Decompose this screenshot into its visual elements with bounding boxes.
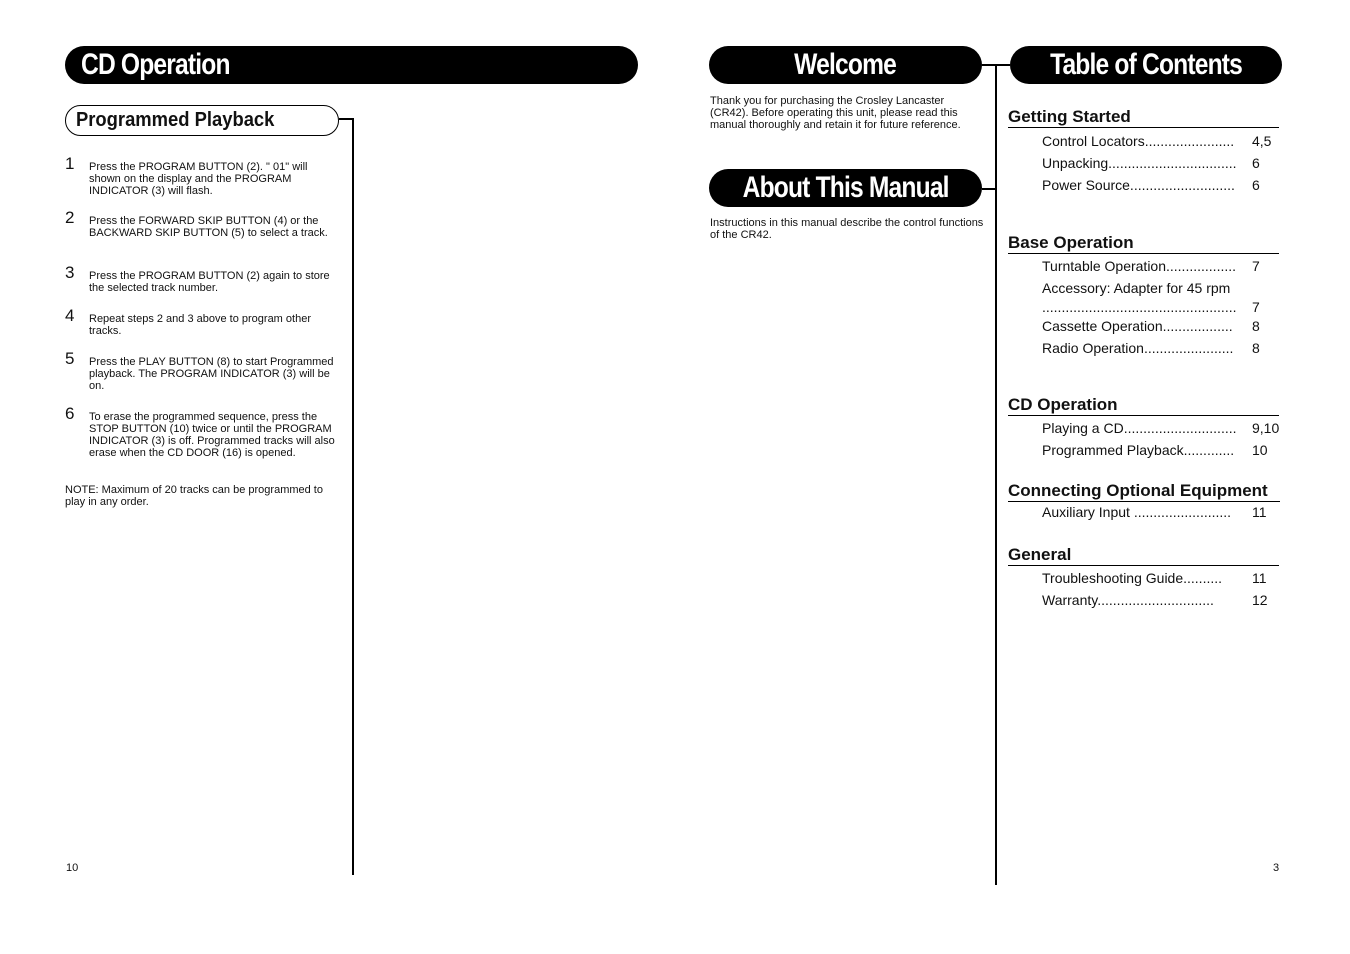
cd-operation-banner	[65, 46, 638, 84]
step-4	[65, 306, 340, 337]
step-number: 1	[65, 154, 75, 173]
toc-entry[interactable]	[1042, 132, 1272, 150]
toc-entry[interactable]	[1042, 176, 1260, 194]
step-number: 2	[65, 208, 75, 227]
toc-entry-label: Warranty..............................	[1042, 592, 1214, 608]
toc-section-base-operation: Base Operation	[1008, 233, 1279, 254]
step-text: Press the PLAY BUTTON (8) to start Programmed playback. The PROGRAM INDICATOR (3) will be on.	[89, 356, 334, 392]
toc-entry[interactable]	[1042, 279, 1230, 297]
step-5	[65, 349, 340, 392]
toc-entry-label: Programmed Playback.............	[1042, 442, 1235, 458]
right-page-rule	[995, 64, 997, 885]
step-text: Press the PROGRAM BUTTON (2). " 01" will shown on the display and the PROGRAM INDICATOR (3) will flash.	[89, 161, 308, 197]
welcome-text: Thank you for purchasing the Crosley Lancaster (CR42). Before operating this unit, please read this manual thoroughly and retain it for future reference.	[710, 95, 961, 131]
left-page-number: 10	[66, 862, 79, 874]
toc-section-general: General	[1008, 545, 1279, 566]
toc-entry-label: Radio Operation.......................	[1042, 340, 1234, 356]
right-page-number: 3	[1273, 862, 1280, 874]
toc-entry-label: Cassette Operation..................	[1042, 318, 1233, 334]
toc-entry[interactable]	[1042, 317, 1260, 335]
left-page-rule	[352, 118, 354, 875]
toc-entry-page: 6	[1252, 155, 1260, 171]
toc-entry-page: 10	[1252, 442, 1268, 458]
toc-entry[interactable]	[1042, 419, 1280, 437]
toc-entry-page: 11	[1252, 570, 1267, 586]
note-text: NOTE: Maximum of 20 tracks can be programmed to play in any order.	[65, 484, 323, 508]
toc-entry[interactable]	[1042, 591, 1268, 609]
toc-entry-page: 9,10	[1252, 420, 1280, 436]
toc-entry[interactable]	[1042, 339, 1260, 357]
toc-section-cd-operation: CD Operation	[1008, 395, 1279, 416]
welcome-banner	[709, 46, 982, 84]
toc-entry-page: 11	[1252, 504, 1267, 520]
toc-entry-page: 7	[1252, 299, 1260, 315]
toc-entry-page: 12	[1252, 592, 1268, 608]
cd-operation-title: CD Operation	[81, 48, 230, 81]
toc-entry-label: Unpacking.................................	[1042, 155, 1237, 171]
step-1	[65, 154, 340, 197]
step-2	[65, 208, 340, 239]
toc-entry-page: 8	[1252, 340, 1260, 356]
toc-entry[interactable]	[1042, 441, 1268, 459]
about-manual-banner	[709, 169, 982, 207]
toc-section-getting-started: Getting Started	[1008, 107, 1279, 128]
programmed-playback-heading	[65, 105, 339, 136]
toc-entry[interactable]	[1042, 257, 1260, 275]
toc-entry-label: Accessory: Adapter for 45 rpm	[1042, 280, 1231, 296]
about-manual-text: Instructions in this manual describe the control functions of the CR42.	[710, 217, 984, 241]
toc-entry-page: 6	[1252, 177, 1260, 193]
step-text: Repeat steps 2 and 3 above to program other tracks.	[89, 313, 311, 337]
step-6	[65, 404, 340, 459]
toc-section-connecting-equipment: Connecting Optional Equipment	[1008, 481, 1280, 502]
step-number: 5	[65, 349, 75, 368]
welcome-title: Welcome	[794, 48, 897, 81]
toc-entry[interactable]	[1042, 503, 1267, 521]
toc-entry-label: Power Source...........................	[1042, 177, 1235, 193]
toc-entry[interactable]	[1042, 569, 1267, 587]
toc-entry-label: Playing a CD.............................	[1042, 420, 1237, 436]
step-text: To erase the programmed sequence, press the STOP BUTTON (10) twice or until the PROGRAM INDICATOR (3) is off. Programmed tracks will also erase when the CD DOOR (16) is opened.	[89, 411, 335, 459]
toc-entry-label: Troubleshooting Guide..........	[1042, 570, 1223, 586]
step-number: 4	[65, 306, 75, 325]
step-3	[65, 263, 340, 294]
about-connector	[982, 188, 996, 190]
toc-entry-page: 4,5	[1252, 133, 1272, 149]
about-manual-title: About This Manual	[742, 171, 949, 204]
toc-entry-label: Turntable Operation..................	[1042, 258, 1237, 274]
subheading-connector	[339, 118, 353, 120]
toc-entry[interactable]	[1042, 154, 1260, 172]
toc-banner	[1010, 46, 1282, 84]
step-text: Press the FORWARD SKIP BUTTON (4) or the BACKWARD SKIP BUTTON (5) to select a track.	[89, 215, 328, 239]
toc-entry-page: 8	[1252, 318, 1260, 334]
toc-entry-label: Control Locators.......................	[1042, 133, 1235, 149]
toc-entry[interactable]	[1042, 298, 1260, 316]
toc-entry-label: ..................................................	[1042, 299, 1237, 315]
toc-entry-page: 7	[1252, 258, 1260, 274]
toc-entry-label: Auxiliary Input .........................	[1042, 504, 1232, 520]
programmed-playback-title: Programmed Playback	[76, 109, 275, 131]
step-number: 3	[65, 263, 75, 282]
toc-title: Table of Contents	[1050, 48, 1242, 81]
step-number: 6	[65, 404, 75, 423]
step-text: Press the PROGRAM BUTTON (2) again to store the selected track number.	[89, 270, 330, 294]
